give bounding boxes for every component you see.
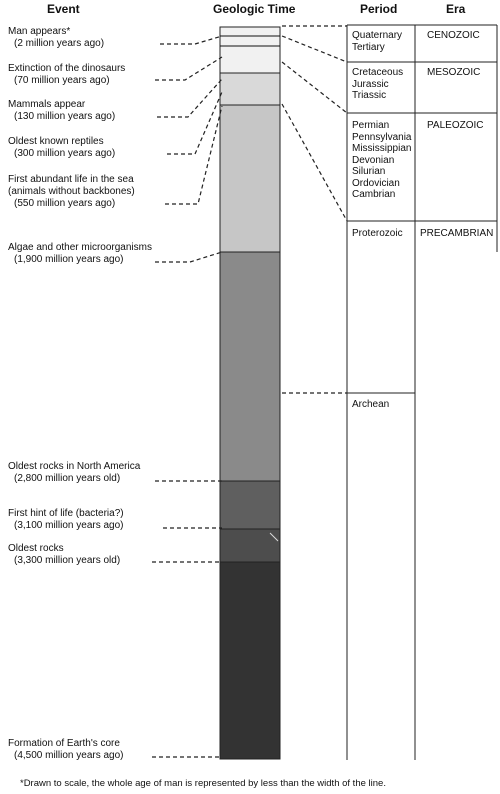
band-oldest xyxy=(220,562,280,759)
event-oldest-reptiles: Oldest known reptiles (300 million years ago) xyxy=(8,136,116,159)
era-mesozoic: MESOZOIC xyxy=(427,67,481,78)
event-oldest-rocks: Oldest rocks (3,300 million years old) xyxy=(8,543,121,566)
band-na-rocks xyxy=(220,481,280,529)
periods-proterozoic: Proterozoic xyxy=(352,228,403,239)
footnote: *Drawn to scale, the whole age of man is represented by less than the width of the line. xyxy=(20,778,386,789)
event-earth-core: Formation of Earth's core (4,500 million years ago) xyxy=(8,738,124,761)
era-cenozoic: CENOZOIC xyxy=(427,30,480,41)
event-algae: Algae and other microorganisms (1,900 million years ago) xyxy=(8,242,152,265)
era-paleozoic: PALEOZOIC xyxy=(427,120,484,131)
event-mammals-appear: Mammals appear (130 million years ago) xyxy=(8,99,116,122)
band-paleozoic-proterozoic xyxy=(220,105,280,252)
event-oldest-rocks-na: Oldest rocks in North America (2,800 million years old) xyxy=(8,461,141,484)
periods-archean: Archean xyxy=(352,399,390,410)
header-geologic-time: Geologic Time xyxy=(213,2,296,16)
event-man-appears: Man appears* (2 million years ago) xyxy=(8,26,105,49)
header-period: Period xyxy=(360,2,398,16)
event-first-life: First hint of life (bacteria?) (3,100 million years ago) xyxy=(8,508,124,531)
periods-cenozoic: Quaternary Tertiary xyxy=(352,30,403,53)
header-event: Event xyxy=(47,2,80,16)
time-connectors xyxy=(282,26,347,393)
periods-mesozoic: Cretaceous Jurassic Triassic xyxy=(352,67,404,101)
event-dinosaur-extinction: Extinction of the dinosaurs (70 million years ago) xyxy=(8,63,126,86)
band-mesozoic xyxy=(220,73,280,105)
geologic-time-column xyxy=(220,27,280,759)
event-leaders xyxy=(152,36,222,757)
event-life-in-sea: First abundant life in the sea (animals without backbones) (550 million years ago) xyxy=(8,174,135,209)
band-recent xyxy=(220,27,280,73)
era-precambrian: PRECAMBRIAN xyxy=(420,228,494,239)
periods-paleozoic: Permian Pennsylvania Mississippian Devonian Silurian Ordovician Cambrian xyxy=(352,120,412,200)
header-era: Era xyxy=(446,2,466,16)
band-algae xyxy=(220,252,280,481)
